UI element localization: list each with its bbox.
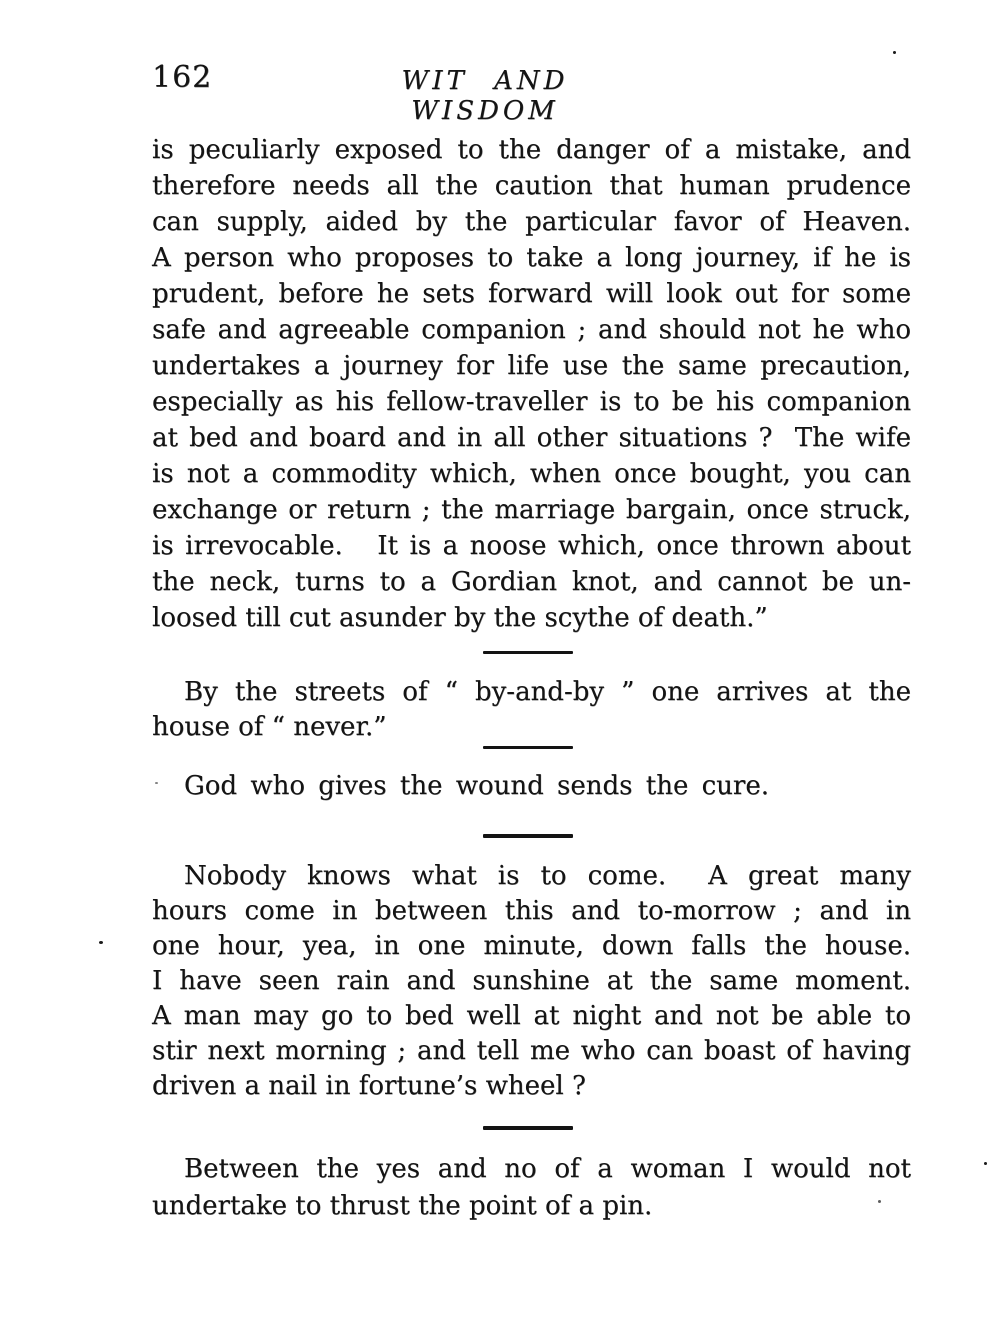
text-line: Nobody knows what is to come. A great many <box>184 861 911 891</box>
running-title: WIT AND WISDOM <box>401 66 569 126</box>
text-line: one hour, yea, in one minute, down falls the house. <box>152 931 911 961</box>
text-line: hours come in between this and to-morrow ; and in <box>152 896 911 926</box>
paragraph-marriage-continuation <box>152 132 911 636</box>
text-line: Between the yes and no of a woman I would not <box>184 1154 911 1184</box>
scan-speck <box>99 941 103 944</box>
text-line: house of “ never.” <box>152 712 387 742</box>
text-line: safe and agreeable companion ; and should not he who <box>152 315 911 345</box>
text-line: driven a nail in fortune’s wheel ? <box>152 1071 586 1101</box>
text-line: A man may go to bed well at night and not be able to <box>152 1001 911 1031</box>
text-line: A person who proposes to take a long journey, if he is <box>152 243 911 273</box>
section-divider <box>483 746 573 749</box>
scan-speck <box>878 1200 881 1203</box>
text-line: undertakes a journey for life use the same precaution, <box>152 351 911 381</box>
text-line: loosed till cut asunder by the scythe of death.” <box>152 603 768 633</box>
text-line: is not a commodity which, when once bought, you can <box>152 459 911 489</box>
text-line: at bed and board and in all other situations ? The wife <box>152 423 911 453</box>
paragraph-god-wound-cure <box>152 769 911 804</box>
text-line: stir next morning ; and tell me who can boast of having <box>152 1036 911 1066</box>
text-line: By the streets of “ by-and-by ” one arrives at the <box>184 677 911 707</box>
text-line: therefore needs all the caution that human prudence <box>152 171 911 201</box>
text-line: is peculiarly exposed to the danger of a mistake, and <box>152 135 911 165</box>
paragraph-by-and-by <box>152 675 911 745</box>
text-line: can supply, aided by the particular favor of Heaven. <box>152 207 911 237</box>
text-line: is irrevocable. It is a noose which, once thrown about <box>152 531 911 561</box>
scan-speck <box>893 51 896 54</box>
text-line: especially as his fellow-traveller is to be his companion <box>152 387 911 417</box>
scan-speck <box>984 1162 987 1165</box>
text-line: I have seen rain and sunshine at the same moment. <box>152 966 911 996</box>
text-line: exchange or return ; the marriage bargain, once struck, <box>152 495 911 525</box>
paragraph-nobody-knows <box>152 859 911 1104</box>
text-line: the neck, turns to a Gordian knot, and cannot be un- <box>152 567 911 597</box>
section-divider <box>483 834 573 838</box>
page-number: 162 <box>152 60 213 95</box>
paragraph-between-yes-no <box>152 1151 911 1225</box>
text-line: God who gives the wound sends the cure. <box>184 771 769 801</box>
scan-speck <box>155 782 158 784</box>
section-divider <box>483 1126 573 1130</box>
section-divider <box>483 651 573 654</box>
text-line: prudent, before he sets forward will look out for some <box>152 279 911 309</box>
text-line: undertake to thrust the point of a pin. <box>152 1191 653 1221</box>
